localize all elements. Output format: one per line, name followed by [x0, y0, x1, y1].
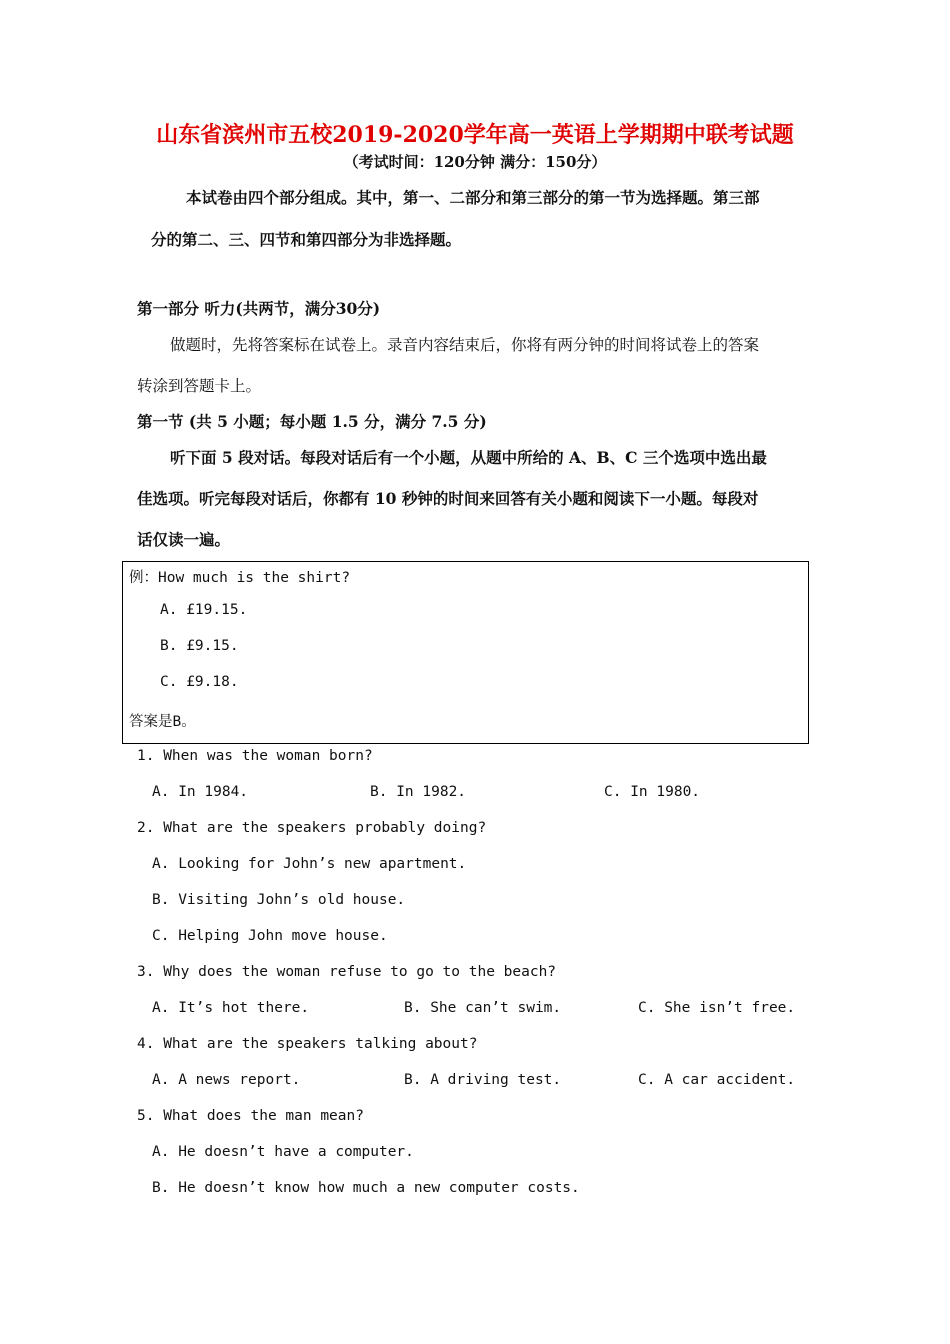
question-1-option-a: A. In 1984.	[152, 784, 249, 800]
exam-info: （考试时间：120分钟 满分：150分）	[343, 153, 607, 171]
part1-instruction-1: 做题时，先将答案标在试卷上。录音内容结束后，你将有两分钟的时间将试卷上的答案	[170, 336, 760, 354]
example-question: 例：How much is the shirt?	[129, 570, 351, 586]
question-5: 5. What does the man mean?	[137, 1108, 364, 1124]
question-3: 3. Why does the woman refuse to go to the beach?	[137, 964, 557, 980]
question-3-option-b: B. She can’t swim.	[404, 1000, 562, 1016]
example-option-a: A. £19.15.	[160, 602, 248, 618]
question-2-option-a: A. Looking for John’s new apartment.	[152, 856, 467, 872]
question-5-option-b: B. He doesn’t know how much a new computer costs.	[152, 1180, 580, 1196]
question-1-option-b: B. In 1982.	[370, 784, 467, 800]
section1-instruction-1: 听下面 5 段对话。每段对话后有一个小题，从题中所给的 A、B、C 三个选项中选出最	[170, 448, 767, 467]
question-1-option-c: C. In 1980.	[604, 784, 701, 800]
question-1: 1. When was the woman born?	[137, 748, 373, 764]
example-option-b: B. £9.15.	[160, 638, 239, 654]
question-2: 2. What are the speakers probably doing?	[137, 820, 487, 836]
example-answer: 答案是B。	[129, 714, 196, 730]
section1-heading: 第一节 (共 5 小题；每小题 1.5 分，满分 7.5 分)	[137, 412, 487, 431]
part1-heading: 第一部分 听力(共两节，满分30分)	[137, 299, 381, 318]
section1-instruction-2: 佳选项。听完每段对话后，你都有 10 秒钟的时间来回答有关小题和阅读下一小题。每段对	[137, 489, 759, 508]
example-option-c: C. £9.18.	[160, 674, 239, 690]
section1-instruction-3: 话仅读一遍。	[137, 530, 231, 549]
question-2-option-c: C. Helping John move house.	[152, 928, 388, 944]
question-5-option-a: A. He doesn’t have a computer.	[152, 1144, 414, 1160]
question-4-option-c: C. A car accident.	[638, 1072, 796, 1088]
intro-line-2: 分的第二、三、四节和第四部分为非选择题。	[151, 230, 462, 249]
intro-line-1: 本试卷由四个部分组成。其中，第一、二部分和第三部分的第一节为选择题。第三部	[186, 188, 760, 207]
question-4-option-a: A. A news report.	[152, 1072, 301, 1088]
part1-instruction-2: 转涂到答题卡上。	[137, 377, 262, 395]
question-3-option-a: A. It’s hot there.	[152, 1000, 310, 1016]
question-2-option-b: B. Visiting John’s old house.	[152, 892, 406, 908]
question-4-option-b: B. A driving test.	[404, 1072, 562, 1088]
question-3-option-c: C. She isn’t free.	[638, 1000, 796, 1016]
document-title: 山东省滨州市五校2019-2020学年高一英语上学期期中联考试题	[156, 122, 794, 148]
question-4: 4. What are the speakers talking about?	[137, 1036, 478, 1052]
